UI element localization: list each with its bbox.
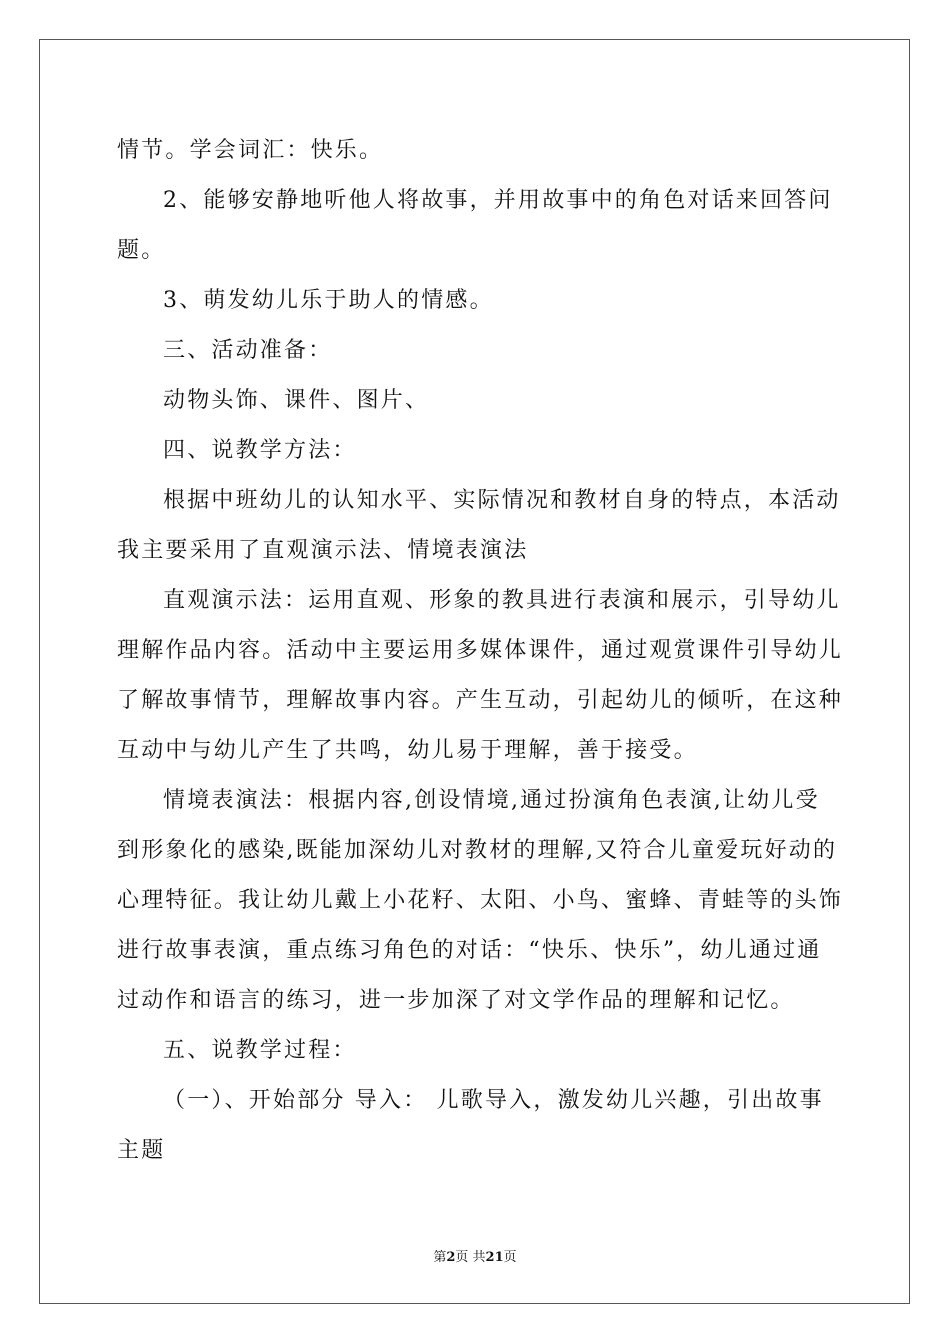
text-line: 进行故事表演，重点练习角色的对话：“快乐、快乐”，幼儿通过通	[117, 938, 822, 963]
page-suffix: 页	[503, 1250, 517, 1265]
page-footer	[0, 1248, 950, 1268]
text-line: 过动作和语言的练习，进一步加深了对文学作品的理解和记忆。	[117, 988, 795, 1013]
text-line: 动物头饰、课件、图片、	[163, 388, 430, 413]
total-page-count: 21	[485, 1250, 504, 1265]
text-line: 理解作品内容。活动中主要运用多媒体课件，通过观赏课件引导幼儿	[117, 638, 844, 663]
section-heading: 五、说教学过程：	[163, 1038, 357, 1063]
text-line: 心理特征。我让幼儿戴上小花籽、太阳、小鸟、蜜蜂、青蛙等的头饰	[117, 888, 844, 913]
section-heading: 四、说教学方法：	[163, 438, 357, 463]
text-line: 主题	[117, 1138, 166, 1163]
page-mid: 页 共	[455, 1250, 486, 1265]
text-line: 情节。学会词汇：快乐。	[117, 138, 384, 163]
text-line: 到形象化的感染,既能加深幼儿对教材的理解,又符合儿童爱玩好动的	[117, 838, 838, 863]
text-line: 我主要采用了直观演示法、情境表演法	[117, 538, 529, 563]
text-line: 根据中班幼儿的认知水平、实际情况和教材自身的特点，本活动	[163, 488, 841, 513]
text-line: 了解故事情节，理解故事内容。产生互动，引起幼儿的倾听，在这种	[117, 688, 844, 713]
text-line: 互动中与幼儿产生了共鸣，幼儿易于理解，善于接受。	[117, 738, 698, 763]
text-line: 3、萌发幼儿乐于助人的情感。	[163, 288, 494, 313]
text-line: 直观演示法：运用直观、形象的教具进行表演和展示，引导幼儿	[163, 588, 841, 613]
page-prefix: 第	[433, 1250, 447, 1265]
current-page-number: 2	[446, 1250, 456, 1265]
text-line: 情境表演法：根据内容,创设情境,通过扮演角色表演,让幼儿受	[163, 788, 820, 813]
text-line: 2、能够安静地听他人将故事，并用故事中的角色对话来回答问	[163, 188, 833, 213]
text-line: （一）、开始部分 导入： 儿歌导入，激发幼儿兴趣，引出故事	[163, 1088, 824, 1113]
text-line: 题。	[117, 238, 166, 263]
section-heading: 三、活动准备：	[163, 338, 333, 363]
